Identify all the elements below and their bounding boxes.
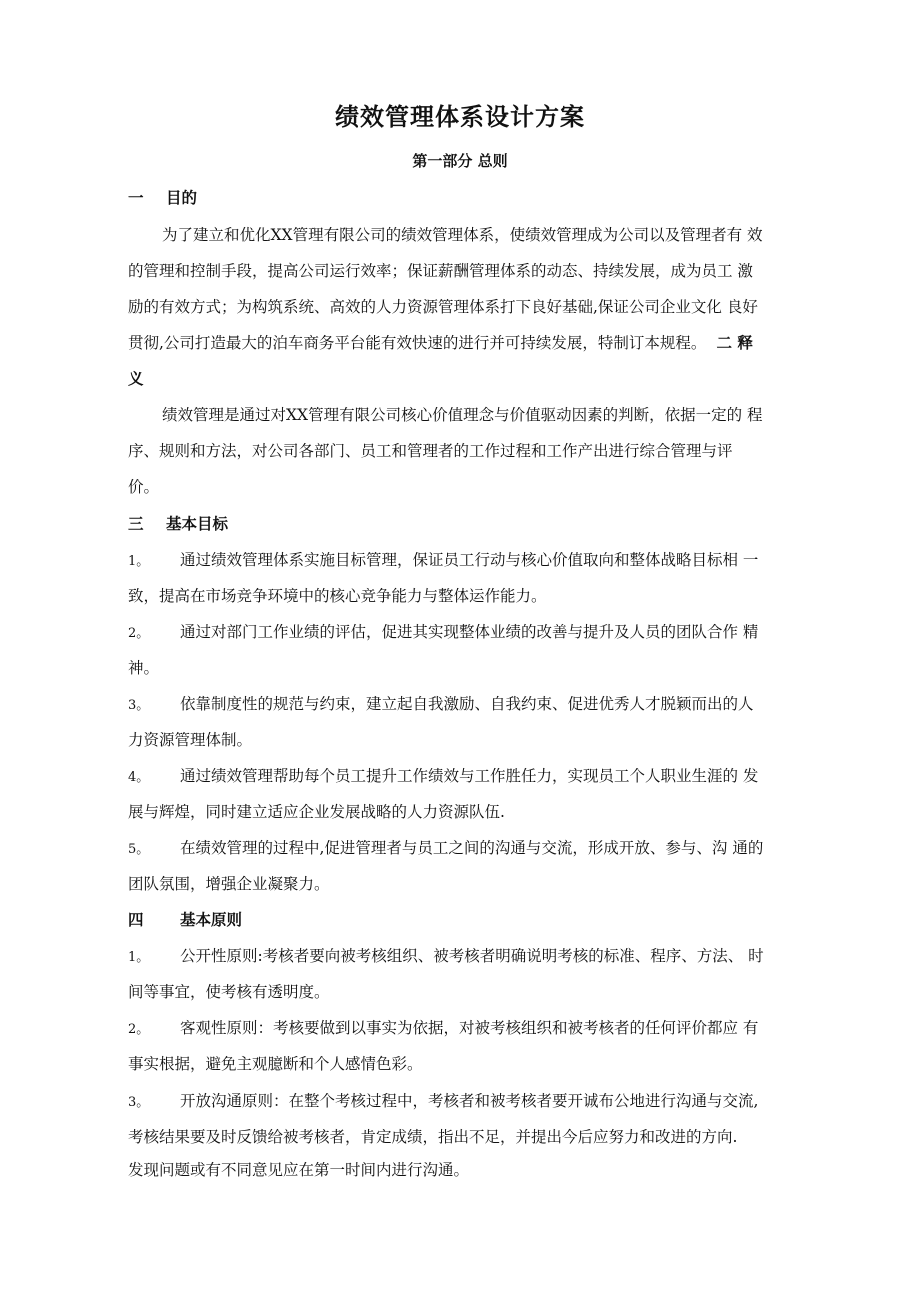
list-number: 1。	[128, 950, 150, 965]
list-item-continuation: 团队氛围，增强企业凝聚力。	[128, 875, 330, 893]
section-number: 三	[128, 514, 144, 533]
list-item	[128, 622, 758, 644]
list-item	[128, 550, 758, 572]
list-number: 2。	[128, 1022, 150, 1037]
list-item-continuation: 考核结果要及时反馈给被考核者，肯定成绩，指出不足，并提出今后应努力和改进的方向.	[128, 1128, 738, 1146]
list-text: 通过绩效管理帮助每个员工提升工作绩效与工作胜任力，实现员工个人职业生涯的 发	[180, 767, 759, 785]
section-number: 四	[128, 910, 144, 929]
list-number: 1。	[128, 554, 150, 569]
list-text: 通过绩效管理体系实施目标管理，保证员工行动与核心价值取向和整体战略目标相 一	[180, 551, 759, 569]
section-title: 基本原则	[180, 910, 243, 929]
list-item	[128, 838, 763, 860]
list-text: 在绩效管理的过程中,促进管理者与员工之间的沟通与交流，形成开放、参与、沟 通的	[180, 839, 764, 857]
list-item	[128, 766, 758, 788]
section-heading-definition-start: 二 释	[716, 333, 753, 352]
list-number: 3。	[128, 698, 150, 713]
list-item-continuation: 发现问题或有不同意见应在第一时间内进行沟通。	[128, 1161, 470, 1179]
paragraph-line: 序、规则和方法，对公司各部门、员工和管理者的工作过程和工作产出进行综合管理与评	[128, 442, 733, 460]
list-item-continuation: 展与辉煌，同时建立适应企业发展战略的人力资源队伍.	[128, 803, 505, 821]
list-text: 开放沟通原则：在整个考核过程中，考核者和被考核者要开诚布公地进行沟通与交流,	[180, 1092, 759, 1110]
list-number: 2。	[128, 626, 150, 641]
paragraph-line: 为了建立和优化XX管理有限公司的绩效管理体系，使绩效管理成为公司以及管理者有 效	[162, 226, 763, 244]
list-item-continuation: 致，提高在市场竞争环境中的核心竞争能力与整体运作能力。	[128, 587, 547, 605]
list-item-continuation: 力资源管理体制。	[128, 731, 253, 749]
section-heading-definition-end: 义	[128, 369, 144, 388]
list-item	[128, 1091, 758, 1113]
paragraph-line-with-heading	[128, 333, 753, 353]
section-number: 一	[128, 188, 144, 207]
list-text: 依靠制度性的规范与约束，建立起自我激励、自我约束、促进优秀人才脱颖而出的人	[180, 695, 754, 713]
list-item	[128, 694, 754, 716]
paragraph-line: 价。	[128, 478, 160, 496]
list-item-continuation: 神。	[128, 659, 160, 677]
paragraph-text: 贯彻,公司打造最大的泊车商务平台能有效快速的进行并可持续发展，特制订本规程。	[128, 334, 707, 352]
section-title: 基本目标	[166, 514, 229, 533]
paragraph-line: 的管理和控制手段，提高公司运行效率；保证薪酬管理体系的动态、持续发展，成为员工 激	[128, 262, 753, 280]
document-title: 绩效管理体系设计方案	[335, 102, 585, 131]
list-item	[128, 946, 764, 968]
list-number: 3。	[128, 1095, 150, 1110]
section-title: 目的	[166, 188, 198, 207]
list-text: 客观性原则：考核要做到以事实为依据，对被考核组织和被考核者的任何评价都应 有	[180, 1019, 759, 1037]
part-heading: 第一部分 总则	[412, 152, 508, 170]
list-number: 4。	[128, 770, 150, 785]
list-item	[128, 1018, 758, 1040]
section-heading-principles	[128, 910, 242, 930]
list-text: 公开性原则:考核者要向被考核组织、被考核者明确说明考核的标准、程序、方法、 时	[180, 947, 764, 965]
list-item-continuation: 事实根据，避免主观臆断和个人感情色彩。	[128, 1055, 423, 1073]
list-item-continuation: 间等事宜，使考核有透明度。	[128, 983, 330, 1001]
paragraph-line: 励的有效方式；为构筑系统、高效的人力资源管理体系打下良好基础,保证公司企业文化 良好	[128, 298, 758, 316]
list-number: 5。	[128, 842, 150, 857]
section-heading-purpose	[128, 188, 197, 208]
list-text: 通过对部门工作业绩的评估，促进其实现整体业绩的改善与提升及人员的团队合作 精	[180, 623, 759, 641]
section-heading-goals	[128, 514, 228, 534]
paragraph-line: 绩效管理是通过对XX管理有限公司核心价值理念与价值驱动因素的判断，依据一定的 程	[162, 406, 763, 424]
